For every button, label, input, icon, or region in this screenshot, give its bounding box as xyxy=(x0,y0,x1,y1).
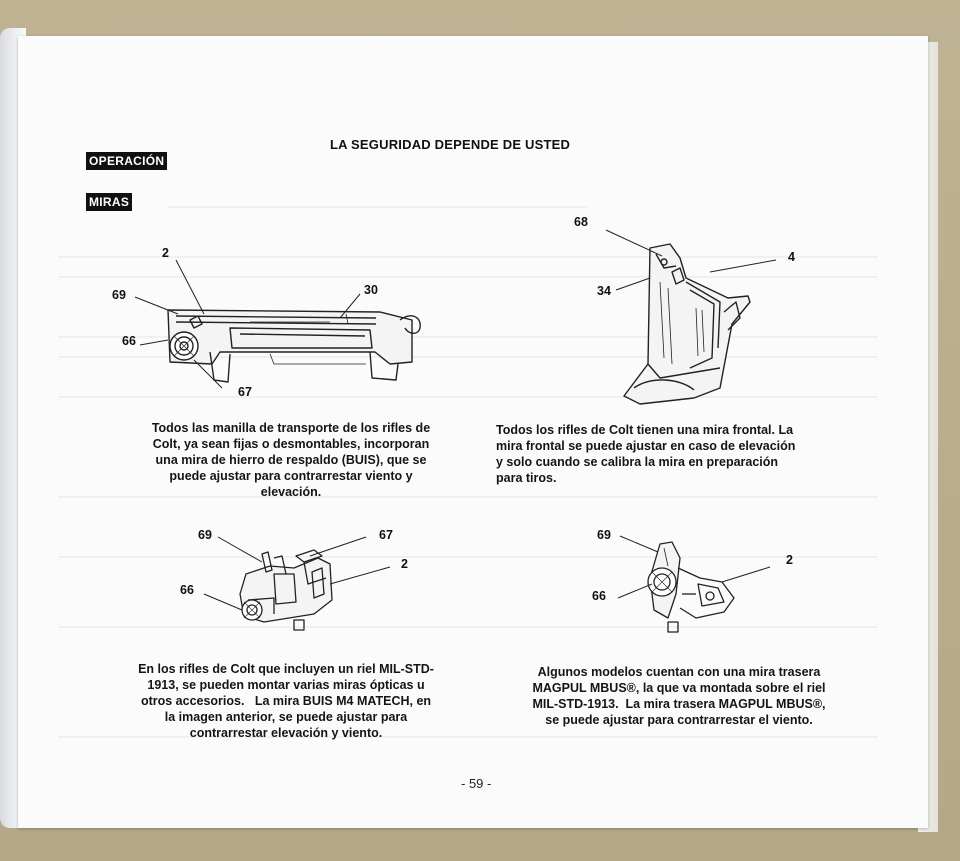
callout-label: 69 xyxy=(198,528,212,542)
page-title: LA SEGURIDAD DEPENDE DE USTED xyxy=(330,137,571,152)
caption-line: otros accesorios. La mira BUIS M4 MATECH, en xyxy=(140,694,432,708)
caption-line: MIL-STD-1913. La mira trasera MAGPUL MBUS®, xyxy=(532,697,826,711)
callout-label: 69 xyxy=(112,288,126,302)
caption-line: Colt, ya sean fijas o desmontables, incorporan xyxy=(152,437,430,451)
caption-line: se puede ajustar para contrarrestar el viento. xyxy=(545,713,813,727)
callout-label: 34 xyxy=(597,284,611,298)
callout-label: 66 xyxy=(122,334,136,348)
callout-label: 2 xyxy=(786,553,793,567)
caption-line: mira frontal se puede ajustar en caso de elevación xyxy=(496,439,796,453)
caption-line: contrarrestar elevación y viento. xyxy=(189,726,383,740)
section-tag-sights: MIRAS xyxy=(86,193,132,211)
callout-label: 66 xyxy=(180,583,194,597)
caption-carry-handle xyxy=(116,420,466,500)
caption-line: puede ajustar para contrarrestar viento y xyxy=(169,469,413,483)
caption-line: En los rifles de Colt que incluyen un riel MIL-STD- xyxy=(138,662,434,676)
caption-line: 1913, se pueden montar varias miras ópticas u xyxy=(147,678,425,692)
caption-line: Todos los rifles de Colt tienen una mira frontal. La xyxy=(496,423,794,437)
caption-line: una mira de hierro de respaldo (BUIS), que se xyxy=(155,453,427,467)
caption-line: Algunos modelos cuentan con una mira trasera xyxy=(537,665,821,679)
section-tag-operation: OPERACIÓN xyxy=(86,152,167,170)
callout-label: 68 xyxy=(574,215,588,229)
callout-label: 67 xyxy=(238,385,252,399)
caption-line: la imagen anterior, se puede ajustar para xyxy=(164,710,408,724)
caption-line: MAGPUL MBUS®, la que va montada sobre el riel xyxy=(532,681,826,695)
callout-label: 30 xyxy=(364,283,378,297)
caption-front-sight xyxy=(496,422,866,486)
caption-mbus xyxy=(494,664,864,728)
callout-label: 4 xyxy=(788,250,795,264)
callout-label: 2 xyxy=(401,557,408,571)
callout-label: 2 xyxy=(162,246,169,260)
callout-label: 67 xyxy=(379,528,393,542)
caption-line: y solo cuando se calibra la mira en preparación xyxy=(496,455,779,469)
page-number: - 59 - xyxy=(461,776,492,791)
callout-label: 66 xyxy=(592,589,606,603)
callout-label: 69 xyxy=(597,528,611,542)
caption-buis-m4 xyxy=(108,661,464,741)
caption-line: Todos las manilla de transporte de los rifles de xyxy=(151,421,431,435)
caption-line: elevación. xyxy=(260,485,322,499)
caption-line: para tiros. xyxy=(496,471,557,485)
